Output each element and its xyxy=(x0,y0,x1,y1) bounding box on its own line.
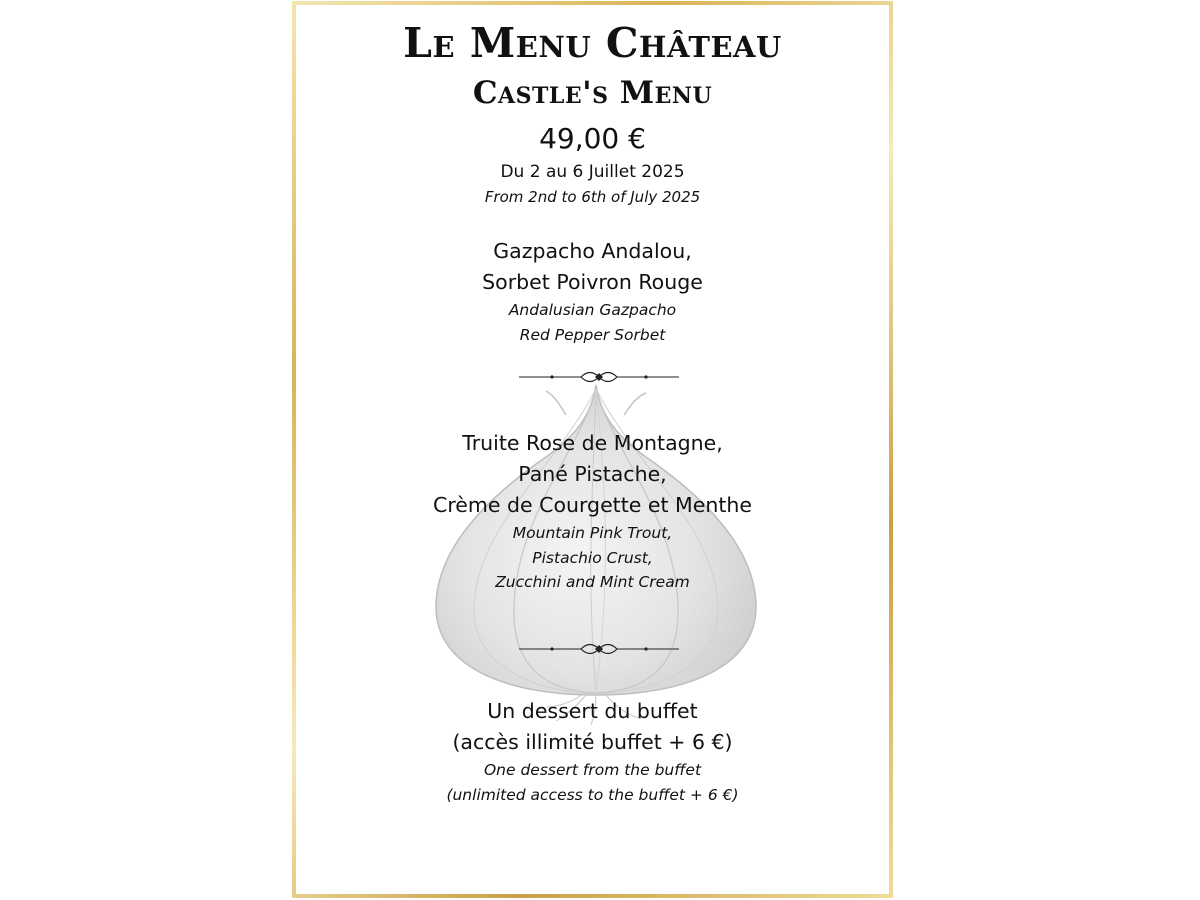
dish-line: Gazpacho Andalou, xyxy=(493,239,692,263)
menu-card xyxy=(292,1,893,898)
dish-line-translation: Pistachio Crust, xyxy=(532,548,653,567)
course-dessert-fr xyxy=(296,696,889,758)
dish-line: Truite Rose de Montagne, xyxy=(462,431,723,455)
course-starter-en xyxy=(296,298,889,347)
dish-line-translation: Mountain Pink Trout, xyxy=(512,524,673,542)
dish-line-translation: One dessert from the buffet xyxy=(483,761,702,779)
course-starter xyxy=(296,236,889,347)
dish-line-translation: Andalusian Gazpacho xyxy=(508,301,677,319)
menu-title-en: Castle's Menu xyxy=(472,75,713,111)
dish-line: (accès illimité buffet + 6 €) xyxy=(452,730,733,754)
ornamental-divider-icon xyxy=(519,641,679,657)
dish-line: Un dessert du buffet xyxy=(487,699,698,723)
menu-price: 49,00 € xyxy=(539,122,646,155)
course-main xyxy=(296,428,889,595)
dish-line: Sorbet Poivron Rouge xyxy=(482,270,703,294)
menu-title-fr: Le Menu Château xyxy=(403,19,782,67)
course-main-en xyxy=(296,521,889,595)
menu-date-fr: Du 2 au 6 Juillet 2025 xyxy=(500,162,685,182)
ornamental-divider-icon xyxy=(519,369,679,385)
course-starter-fr xyxy=(296,236,889,298)
course-main-fr xyxy=(296,428,889,521)
dish-line-translation: Red Pepper Sorbet xyxy=(519,325,666,344)
course-dessert xyxy=(296,696,889,807)
dish-line: Crème de Courgette et Menthe xyxy=(433,493,752,517)
dish-line-translation: Zucchini and Mint Cream xyxy=(495,573,690,591)
dish-line: Pané Pistache, xyxy=(518,462,667,486)
menu-date-en: From 2nd to 6th of July 2025 xyxy=(484,188,701,206)
course-dessert-en xyxy=(296,758,889,807)
dish-line-translation: (unlimited access to the buffet + 6 €) xyxy=(446,785,739,804)
